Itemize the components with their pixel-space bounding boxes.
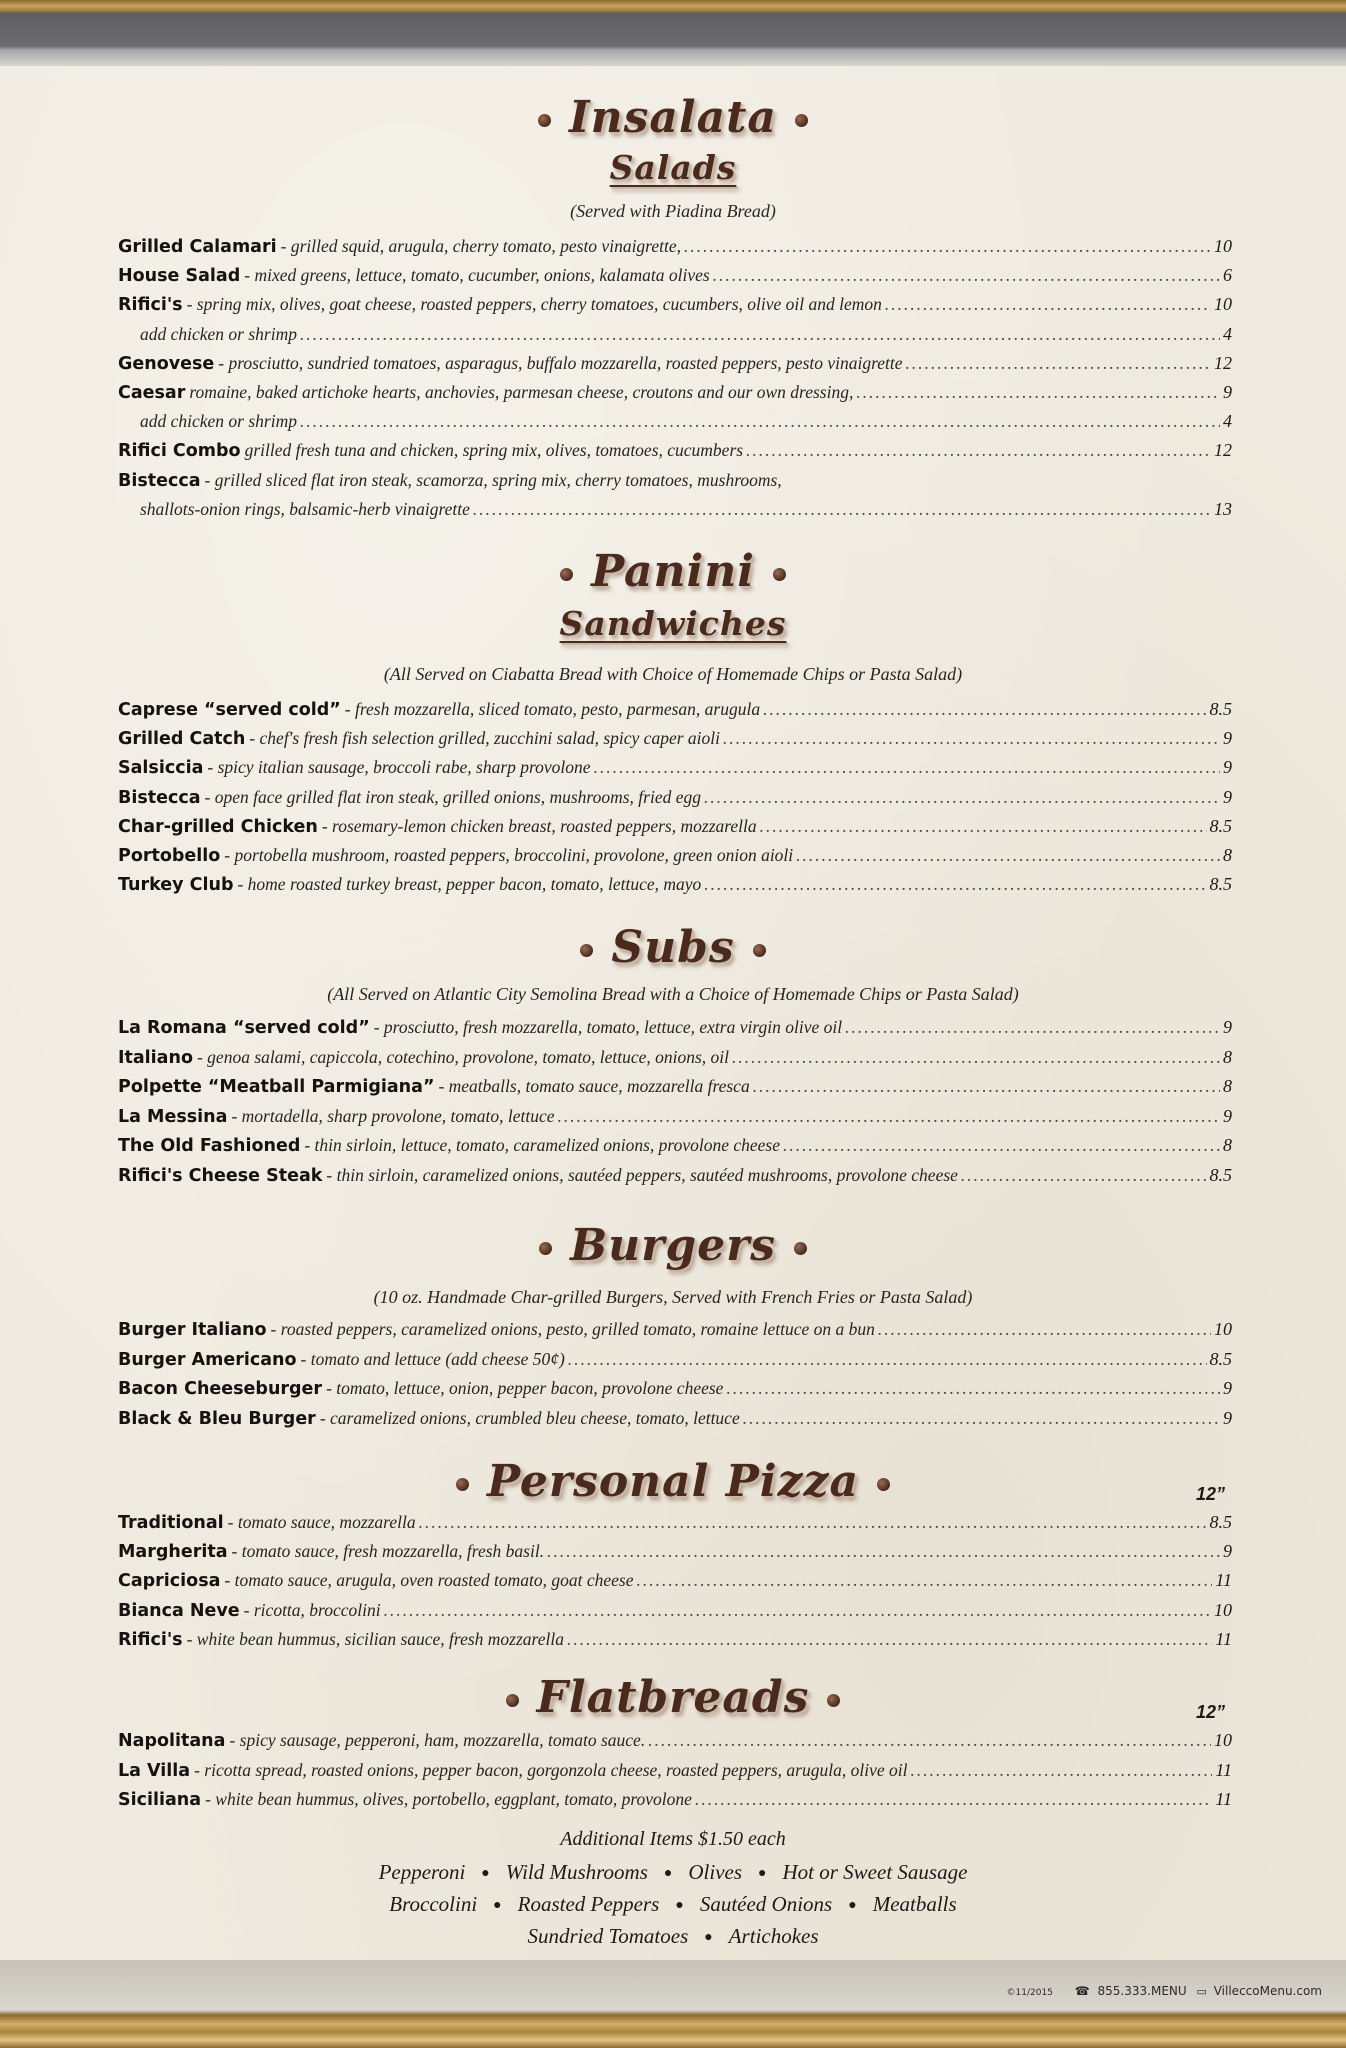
bullet-dot [538,114,551,127]
section-title-panini: Panini [0,546,1346,597]
menu-item-row [118,236,1232,265]
copyright-text: ©11/2015 [1006,1988,1053,1998]
menu-item-row [140,411,1232,440]
dot-leader [723,728,1220,749]
menu-item-row [118,1730,1232,1759]
menu-item-price: 4 [1223,411,1232,431]
menu-item-description: shallots-onion rings, balsamic-herb vinaigrette [140,499,470,519]
menu-item-description: - home roasted turkey breast, pepper bacon, tomato, lettuce, mayo [237,874,702,894]
menu-item-description: - spicy sausage, pepperoni, ham, mozzarella, tomato sauce. [229,1730,646,1750]
additional-item: Olives [688,1860,743,1884]
menu-item-price: 13 [1214,499,1232,519]
menu-item-description: - chef's fresh fish selection grilled, zucchini salad, spicy caper aioli [249,728,720,748]
additional-item: Sautéed Onions [699,1892,833,1916]
menu-item-price: 9 [1223,757,1232,777]
additional-items-heading: Additional Items $1.50 each [560,1828,786,1850]
bullet-dot [794,1242,807,1255]
menu-item-name: Burger Americano [118,1350,297,1370]
menu-item-row [118,382,1232,411]
menu-item-price: 6 [1223,265,1232,285]
dot-leader [473,499,1211,520]
bullet-dot [560,568,573,581]
menu-item-description: - white bean hummus, olives, portobello, eggplant, tomato, provolone [205,1789,692,1809]
menu-item-row [140,499,1232,528]
bullet-dot [827,1694,840,1707]
menu-item-description: - tomato and lettuce (add cheese 50¢) [300,1349,565,1369]
menu-item-row [118,1789,1232,1818]
additional-item: Roasted Peppers [517,1892,660,1916]
menu-item-price: 10 [1214,1600,1232,1620]
dot-leader [961,1165,1207,1186]
menu-item-row [118,1319,1232,1348]
menu-item-row [118,1600,1232,1629]
menu-item-row [118,470,1232,499]
menu-item-price: 9 [1223,1541,1232,1561]
menu-item-price: 8 [1223,845,1232,865]
menu-item-description: - tomato sauce, fresh mozzarella, fresh basil. [231,1541,545,1561]
menu-item-name: Black & Bleu Burger [118,1409,316,1429]
menu-item-price: 8.5 [1209,816,1232,836]
menu-item-price: 8 [1223,1076,1232,1096]
additional-item: Pepperoni [378,1860,466,1884]
menu-item-description: - open face grilled flat iron steak, grilled onions, mushrooms, fried egg [204,787,701,807]
menu-item-price: 8.5 [1209,1165,1232,1185]
menu-item-description: romaine, baked artichoke hearts, anchovies, parmesan cheese, croutons and our own dressing, [189,382,854,402]
additional-item: Wild Mushrooms [505,1860,648,1884]
menu-item-name: Portobello [118,846,221,866]
menu-item-name: Burger Italiano [118,1320,267,1340]
menu-item-row [118,1106,1232,1135]
additional-items-line-1 [0,1860,1346,1885]
bullet-dot [539,1242,552,1255]
dot-leader [704,874,1206,895]
menu-item-name: Grilled Calamari [118,237,277,257]
menu-item-description: - tomato sauce, arugula, oven roasted tomato, goat cheese [224,1570,634,1590]
bullet-dot [456,1478,469,1491]
menu-item-price: 10 [1214,1730,1232,1750]
bullet-dot [795,114,808,127]
dot-leader [732,1047,1220,1068]
menu-item-name: Rifici's [118,295,183,315]
menu-item-description: - caramelized onions, crumbled bleu cheese, tomato, lettuce [319,1408,740,1428]
dot-leader [300,411,1220,432]
dot-leader [695,1789,1212,1810]
bullet-separator: ● [758,1866,767,1882]
menu-item-row [118,440,1232,469]
menu-item-description: - ricotta, broccolini [243,1600,381,1620]
menu-item-price: 11 [1215,1570,1232,1590]
menu-item-name: La Messina [118,1107,228,1127]
dot-leader [885,294,1211,315]
menu-item-name: Italiano [118,1048,193,1068]
menu-item-name: Bistecca [118,471,201,491]
menu-item-name: Char-grilled Chicken [118,817,318,837]
menu-item-price: 12 [1214,353,1232,373]
menu-item-description: - grilled sliced flat iron steak, scamorza, spring mix, cherry tomatoes, mushrooms, [204,470,782,490]
menu-item-description: - fresh mozzarella, sliced tomato, pesto, parmesan, arugula [344,699,761,719]
menu-item-price: 9 [1223,728,1232,748]
menu-item-description: - spring mix, olives, goat cheese, roasted peppers, cherry tomatoes, cucumbers, olive oil and lemon [186,294,882,314]
menu-item-price: 10 [1214,1319,1232,1339]
menu-item-row [118,294,1232,323]
menu-item-name: Genovese [118,354,215,374]
menu-item-row [118,787,1232,816]
dot-leader [713,265,1220,286]
dot-leader [568,1349,1207,1370]
menu-item-row [118,1017,1232,1046]
menu-item-row [118,699,1232,728]
menu-item-name: Bacon Cheeseburger [118,1379,323,1399]
dot-leader [763,699,1206,720]
bullet-dot [506,1694,519,1707]
bullet-separator: ● [675,1898,684,1914]
menu-item-description: - genoa salami, capiccola, cotechino, provolone, tomato, lettuce, onions, oil [196,1047,730,1067]
menu-item-price: 4 [1223,324,1232,344]
section-subtitle-salads: Salads [609,148,737,187]
top-frame [0,0,1346,66]
section-title-burgers: Burgers [0,1220,1346,1271]
menu-item-row [118,1378,1232,1407]
menu-item-price: 8.5 [1209,1512,1232,1532]
additional-item: Hot or Sweet Sausage [782,1860,968,1884]
section-title-flatbreads: Flatbreads [0,1672,1346,1723]
bullet-separator: ● [663,1866,673,1882]
section-title-subs: Subs [0,922,1346,973]
bullet-separator: ● [493,1898,502,1914]
menu-item-row [118,816,1232,845]
menu-item-row [118,1349,1232,1378]
menu-item-name: The Old Fashioned [118,1136,301,1156]
dot-leader [726,1378,1220,1399]
web-icon: ▭ [1196,1985,1207,1998]
menu-item-name: Turkey Club [118,875,234,895]
menu-item-description: - tomato sauce, mozzarella [227,1512,416,1532]
menu-item-row [118,728,1232,757]
menu-item-description: - prosciutto, sundried tomatoes, asparagus, buffalo mozzarella, roasted peppers, pesto vinaigrette [218,353,903,373]
dot-leader [384,1600,1211,1621]
menu-item-price: 11 [1215,1629,1232,1649]
section-note-burgers: (10 oz. Handmade Char-grilled Burgers, Served with French Fries or Pasta Salad) [373,1287,973,1307]
dot-leader [648,1730,1211,1751]
dot-leader [300,324,1220,345]
flatbread-size-label: 12” [1196,1702,1226,1722]
section-title-pizza: Personal Pizza [0,1456,1346,1507]
menu-item-name: Rifici's Cheese Steak [118,1166,323,1186]
dot-leader [594,757,1220,778]
menu-item-row [118,1541,1232,1570]
menu-item-name: Napolitana [118,1731,226,1751]
menu-item-description: grilled fresh tuna and chicken, spring mix, olives, tomatoes, cucumbers [244,440,744,460]
menu-item-row [118,757,1232,786]
menu-item-description: add chicken or shrimp [140,324,297,344]
additional-items-line-3 [0,1924,1346,1949]
section-note-panini: (All Served on Ciabatta Bread with Choice of Homemade Chips or Pasta Salad) [383,664,963,684]
bullet-dot [753,944,766,957]
menu-item-name: Caprese “served cold” [118,700,341,720]
dot-leader [906,353,1211,374]
section-subtitle-sandwiches: Sandwiches [559,604,787,643]
menu-item-row [118,1629,1232,1658]
menu-item-price: 8 [1223,1135,1232,1155]
menu-item-price: 8.5 [1209,699,1232,719]
menu-item-name: La Villa [118,1761,191,1781]
menu-item-price: 9 [1223,1378,1232,1398]
menu-item-description: - rosemary-lemon chicken breast, roasted peppers, mozzarella [321,816,757,836]
menu-item-row [118,874,1232,903]
bottom-frame [0,1960,1346,2048]
bullet-dot [773,568,786,581]
additional-item: Meatballs [872,1892,957,1916]
phone-number[interactable]: 855.333.MENU [1097,1984,1187,1998]
bullet-separator: ● [704,1930,713,1946]
footer-contact [1007,1984,1322,1998]
dot-leader [419,1512,1207,1533]
menu-item-name: Siciliana [118,1790,202,1810]
menu-item-description: - grilled squid, arugula, cherry tomato, pesto vinaigrette, [280,236,681,256]
section-title-insalata: Insalata [0,92,1346,143]
menu-item-name: Grilled Catch [118,729,246,749]
menu-item-description: - thin sirloin, lettuce, tomato, caramelized onions, provolone cheese [304,1135,780,1155]
section-note-insalata: (Served with Piadina Bread) [570,201,776,221]
menu-item-name: Bianca Neve [118,1601,240,1621]
menu-item-name: Salsiccia [118,758,204,778]
menu-item-description: - portobella mushroom, roasted peppers, broccolini, provolone, green onion aioli [224,845,794,865]
menu-item-price: 8 [1223,1047,1232,1067]
menu-item-description: - roasted peppers, caramelized onions, pesto, grilled tomato, romaine lettuce on a bun [270,1319,875,1339]
menu-item-price: 9 [1223,1106,1232,1126]
dot-leader [547,1541,1220,1562]
dot-leader [796,845,1220,866]
menu-item-description: - tomato, lettuce, onion, pepper bacon, provolone cheese [326,1378,724,1398]
dot-leader [684,236,1211,257]
menu-item-name: House Salad [118,266,241,286]
section-note-subs: (All Served on Atlantic City Semolina Bread with a Choice of Homemade Chips or Pasta Salad) [327,984,1019,1004]
dot-leader [845,1017,1220,1038]
additional-item: Sundried Tomatoes [527,1924,689,1948]
menu-item-price: 9 [1223,1017,1232,1037]
menu-item-price: 8.5 [1209,1349,1232,1369]
menu-item-price: 9 [1223,1408,1232,1428]
menu-item-row [118,1408,1232,1437]
menu-item-description: - mixed greens, lettuce, tomato, cucumber, onions, kalamata olives [244,265,710,285]
menu-item-description: - thin sirloin, caramelized onions, sautéed peppers, sautéed mushrooms, provolone cheese [326,1165,958,1185]
menu-item-row [118,1570,1232,1599]
menu-item-row [118,845,1232,874]
website-link[interactable]: VilleccoMenu.com [1213,1984,1322,1998]
menu-item-row [118,353,1232,382]
bullet-separator: ● [848,1898,857,1914]
menu-item-row [118,1047,1232,1076]
menu-item-price: 10 [1214,294,1232,314]
dot-leader [637,1570,1213,1591]
menu-item-description: - mortadella, sharp provolone, tomato, lettuce [231,1106,555,1126]
dot-leader [783,1135,1220,1156]
menu-item-name: Bistecca [118,788,201,808]
bullet-dot [877,1478,890,1491]
bullet-dot [580,944,593,957]
menu-item-description: - white bean hummus, sicilian sauce, fresh mozzarella [186,1629,564,1649]
menu-item-row [118,1760,1232,1789]
additional-item: Broccolini [389,1892,478,1916]
dot-leader [746,440,1211,461]
menu-item-price: 9 [1223,787,1232,807]
dot-leader [558,1106,1221,1127]
menu-item-description: - spicy italian sausage, broccoli rabe, sharp provolone [207,757,591,777]
dot-leader [743,1408,1220,1429]
dot-leader [856,382,1220,403]
menu-item-name: Traditional [118,1513,224,1533]
menu-item-price: 12 [1214,440,1232,460]
menu-item-row [118,1135,1232,1164]
menu-item-price: 9 [1223,382,1232,402]
menu-item-row [118,1076,1232,1105]
menu-item-price: 10 [1214,236,1232,256]
menu-item-row [118,1512,1232,1541]
dot-leader [878,1319,1211,1340]
menu-item-name: Caesar [118,383,186,403]
menu-item-row [140,324,1232,353]
menu-item-name: Margherita [118,1542,228,1562]
menu-item-name: Rifici Combo [118,441,241,461]
dot-leader [704,787,1220,808]
bullet-separator: ● [481,1866,490,1882]
additional-items-line-2 [0,1892,1346,1917]
menu-item-name: Rifici's [118,1630,183,1650]
menu-item-price: 11 [1215,1789,1232,1809]
menu-item-price: 8.5 [1209,874,1232,894]
menu-item-name: Capriciosa [118,1571,221,1591]
menu-item-price: 11 [1215,1760,1232,1780]
pizza-size-label: 12” [1196,1484,1226,1504]
dot-leader [753,1076,1220,1097]
menu-item-name: Polpette “Meatball Parmigiana” [118,1077,435,1097]
menu-item-name: La Romana “served cold” [118,1018,370,1038]
dot-leader [910,1760,1212,1781]
dot-leader [760,816,1207,837]
menu-item-row [118,265,1232,294]
additional-item: Artichokes [728,1924,819,1948]
menu-item-description: - prosciutto, fresh mozzarella, tomato, lettuce, extra virgin olive oil [373,1017,843,1037]
menu-item-description: - ricotta spread, roasted onions, pepper bacon, gorgonzola cheese, roasted peppers, arugula, olive oil [194,1760,908,1780]
dot-leader [567,1629,1212,1650]
menu-item-row [118,1165,1232,1194]
menu-item-description: add chicken or shrimp [140,411,297,431]
menu-item-description: - meatballs, tomato sauce, mozzarella fresca [438,1076,750,1096]
phone-icon: ☎ [1074,1984,1090,1998]
